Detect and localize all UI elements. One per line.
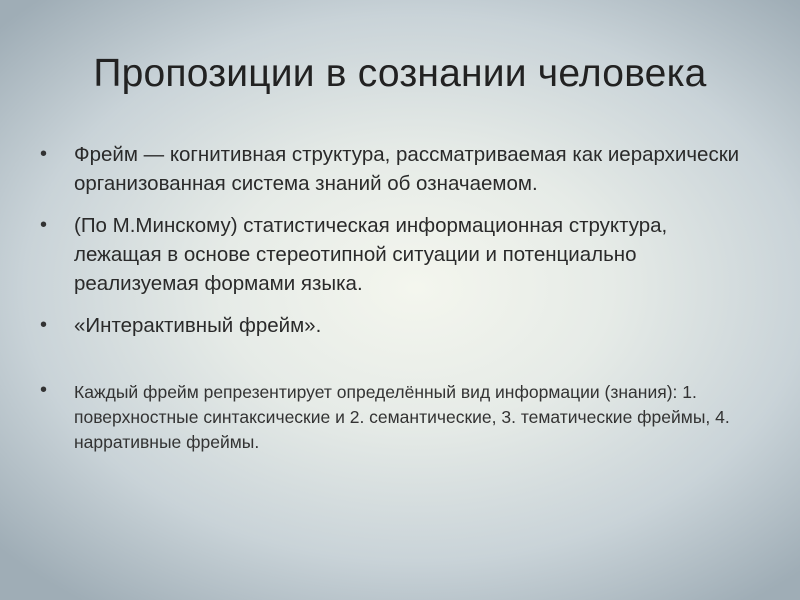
bullet-dot-icon: • xyxy=(40,379,48,401)
slide-title: Пропозиции в сознании человека xyxy=(93,52,707,95)
bullet-item-frame-types xyxy=(40,380,760,455)
bullet-text: (По М.Минскому) статистическая информационная структура, лежащая в основе стереотипной ситуации и потенциально реализуемая формами языка. xyxy=(74,214,668,295)
bullet-text: Каждый фрейм репрезентирует определённый вид информации (знания): 1. поверхностные синтаксические и 2. семантические, 3. тематические фреймы, 4. нарративные фреймы. xyxy=(74,382,730,452)
bullet-dot-icon: • xyxy=(40,214,48,236)
bullet-dot-icon: • xyxy=(40,143,48,165)
bullet-item-frame-definition xyxy=(40,140,760,198)
bullet-text: «Интерактивный фрейм». xyxy=(74,314,322,337)
bullet-text: Фрейм — когнитивная структура, рассматриваемая как иерархически организованная система знаний об означаемом. xyxy=(74,143,740,195)
bullet-list xyxy=(40,140,760,455)
bullet-item-interactive-frame xyxy=(40,311,760,340)
bullet-item-minsky xyxy=(40,211,760,298)
bullet-dot-icon: • xyxy=(40,314,48,336)
